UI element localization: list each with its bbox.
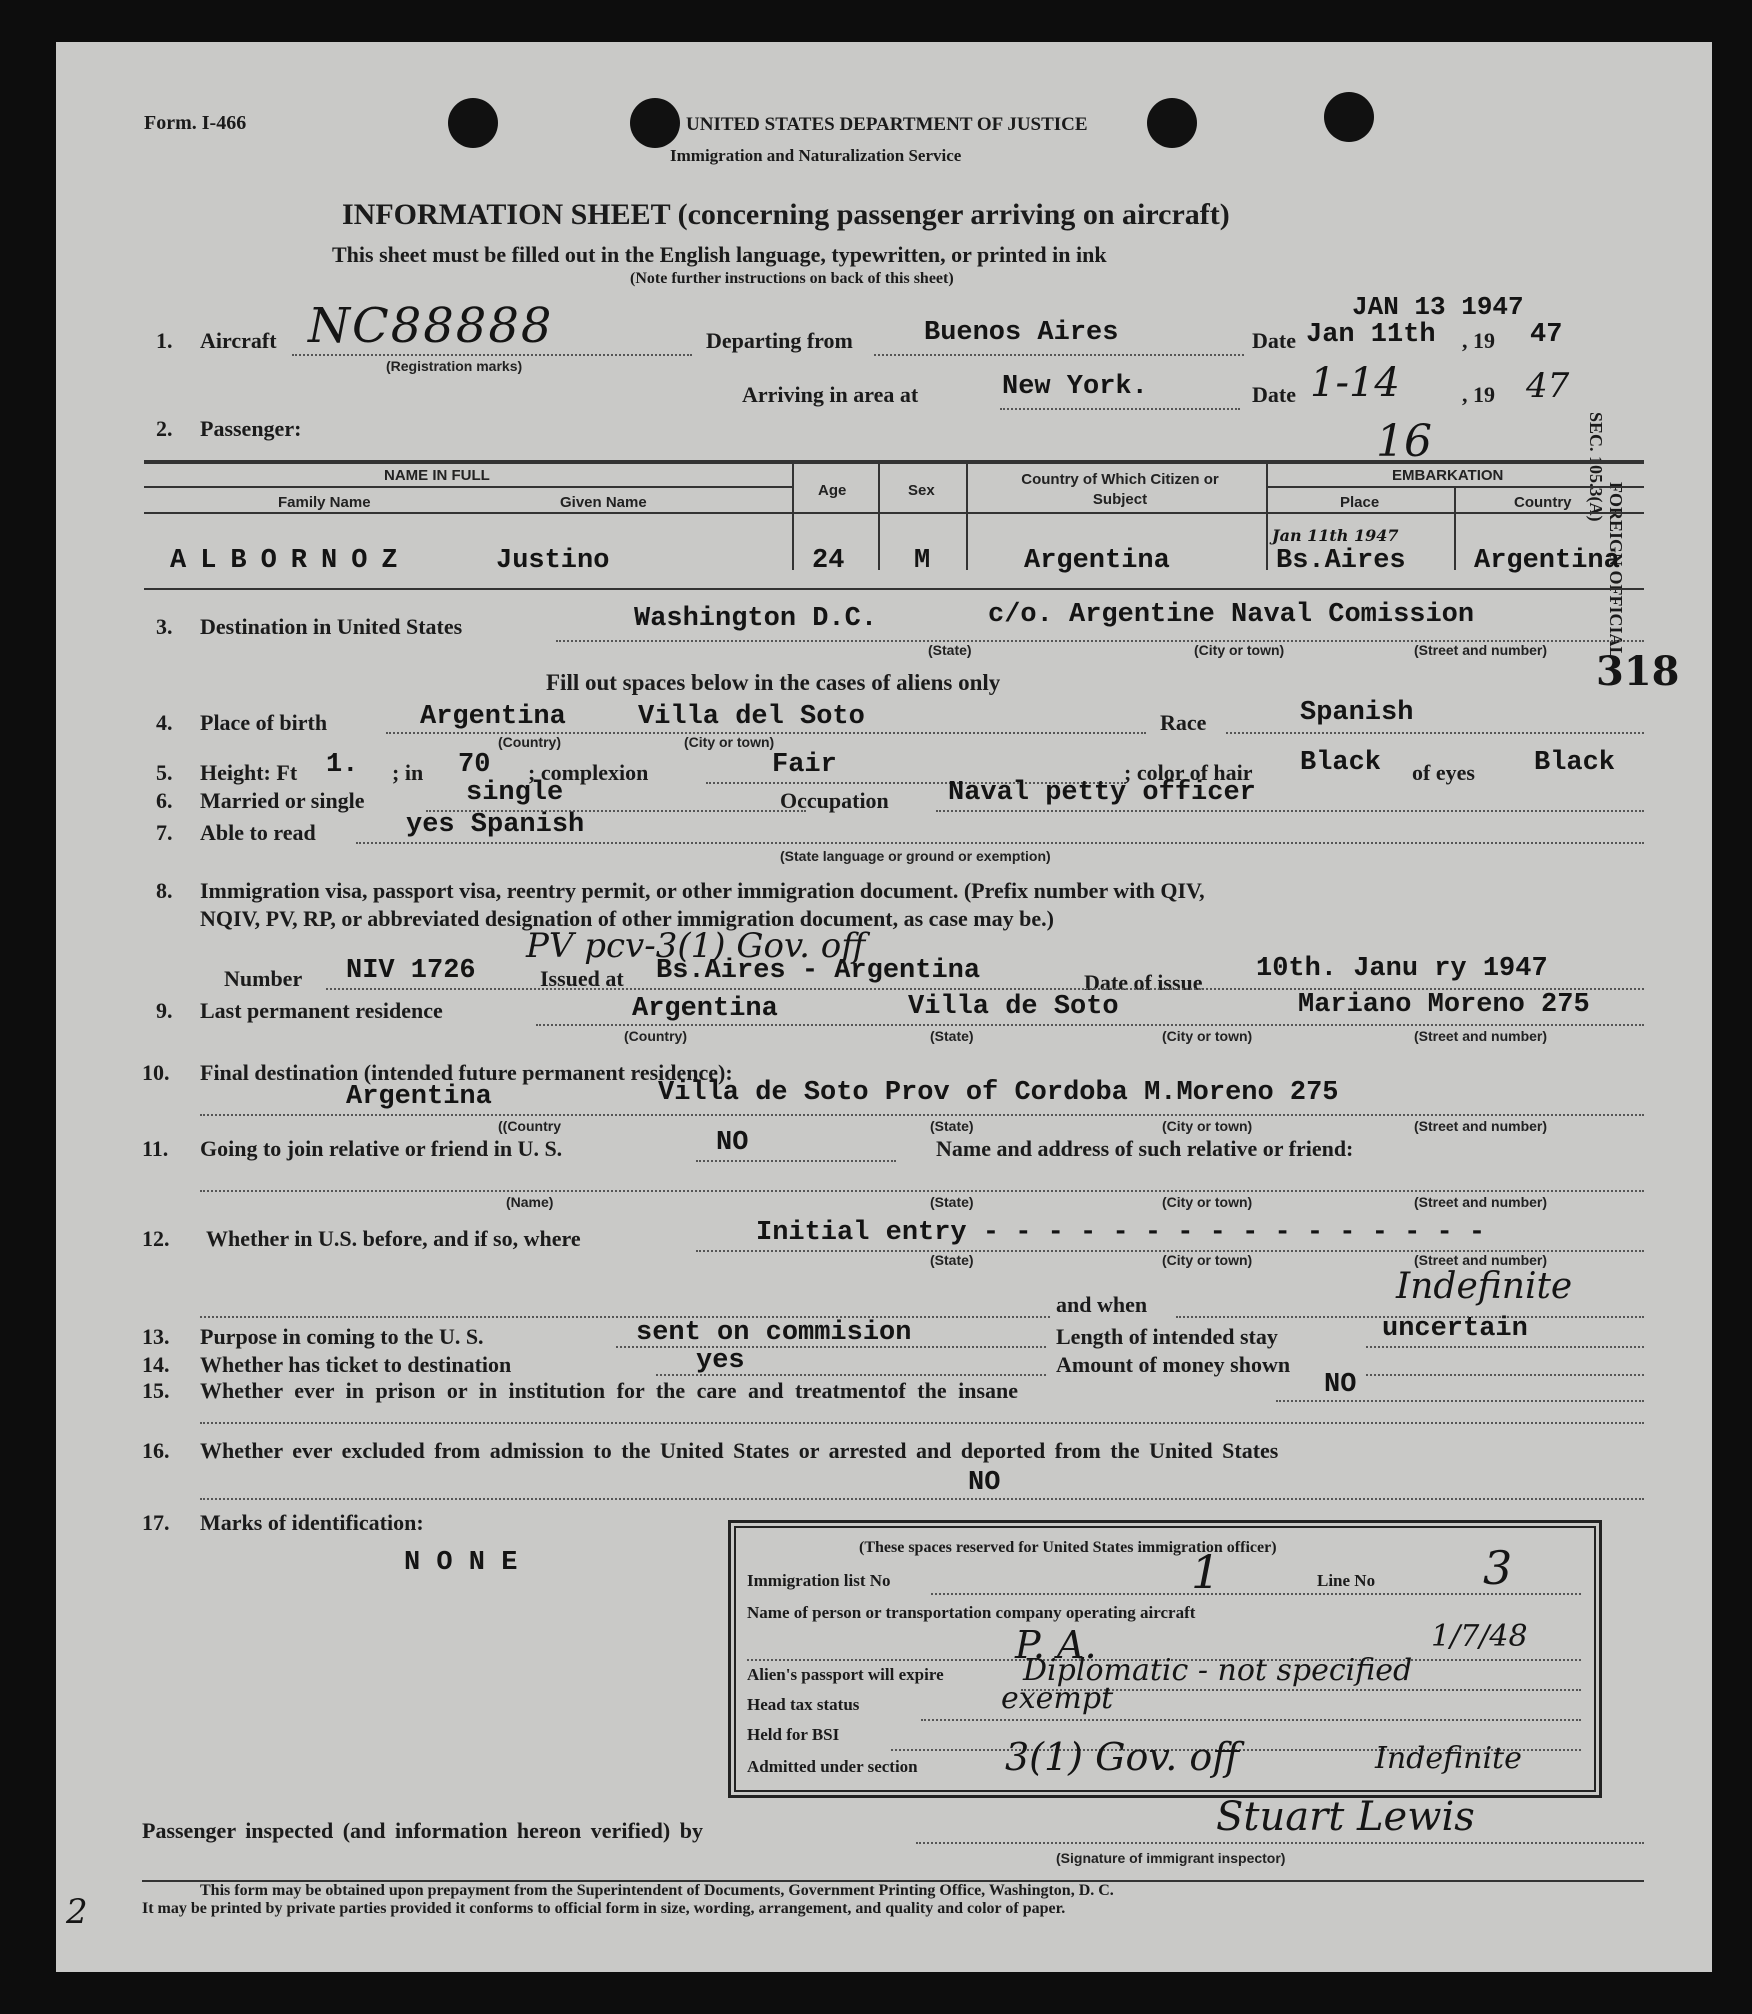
hair-label: ; color of hair	[1124, 760, 1253, 785]
citizen-value: Argentina	[1024, 546, 1170, 576]
punch-hole	[1324, 92, 1374, 142]
item-number: 4.	[156, 710, 173, 735]
street-caption: (Street and number)	[1414, 1252, 1548, 1268]
item-number: 10.	[142, 1060, 170, 1085]
marital-label: Married or single	[200, 788, 365, 813]
item-number: 7.	[156, 820, 173, 845]
family-name-header: Family Name	[278, 494, 371, 511]
visa-handwritten: PV pcv-3(1) Gov. off	[526, 926, 866, 966]
issued-value: Bs.Aires - Argentina	[656, 956, 981, 986]
prison-label: Whether ever in prison or in institution for the care and treatmentof the insane	[200, 1378, 1019, 1403]
issued-label: Issued at	[540, 966, 624, 991]
instruction-line: This sheet must be filled out in the English language, typewritten, or printed in ink	[332, 242, 1107, 267]
given-name-value: Justino	[496, 546, 610, 576]
arriving-label: Arriving in area at	[742, 382, 919, 407]
relative-label: Going to join relative or friend in U. S.	[200, 1136, 563, 1161]
place-value: Bs.Aires	[1276, 546, 1406, 576]
aircraft-label: Aircraft	[200, 328, 277, 353]
visa-number: NIV 1726	[346, 956, 476, 986]
country-caption: ((Country	[498, 1118, 561, 1134]
prison-value: NO	[1324, 1370, 1357, 1400]
operator-value: P. A.	[1015, 1623, 1097, 1667]
admitted-value: 3(1) Gov. off	[1005, 1735, 1240, 1779]
stay-label: Length of intended stay	[1056, 1324, 1278, 1349]
residence-label: Last permanent residence	[200, 998, 443, 1023]
item-number: 14.	[142, 1352, 170, 1377]
arrive-date: 1-14	[1310, 360, 1400, 406]
excluded-label: Whether ever excluded from admission to the United States or arrested and deported from the United States	[200, 1438, 1279, 1463]
admitted-label: Admitted under section	[747, 1757, 918, 1776]
form-sheet	[56, 42, 1712, 1972]
occupation-value: Naval petty officer	[948, 778, 1256, 808]
departing-value: Buenos Aires	[924, 318, 1119, 348]
inspector-signature: Stuart Lewis	[1216, 1794, 1475, 1840]
residence-street: Mariano Moreno 275	[1298, 990, 1590, 1020]
relative-name-label: Name and address of such relative or friend:	[936, 1136, 1354, 1161]
height-feet: 1.	[326, 750, 359, 780]
officer-box	[728, 1520, 1602, 1798]
visa-text-1: Immigration visa, passport visa, reentry permit, or other immigration document. (Prefix number with QIV,	[200, 878, 1205, 903]
excluded-value: NO	[968, 1468, 1001, 1498]
family-name-value: ALBORNOZ	[170, 546, 412, 576]
destination-city: c/o. Argentine Naval Comission	[988, 600, 1475, 630]
ticket-label: Whether has ticket to destination	[200, 1352, 512, 1377]
item-number: 5.	[156, 760, 173, 785]
eyes-label: of eyes	[1412, 760, 1475, 785]
given-name-header: Given Name	[560, 494, 647, 511]
officer-box-heading: (These spaces reserved for United States immigration officer)	[859, 1539, 1277, 1556]
complexion-label: ; complexion	[528, 760, 649, 785]
punch-hole	[1147, 98, 1197, 148]
aircraft-value: NC88888	[308, 298, 554, 354]
tax-value: exempt	[1001, 1681, 1114, 1716]
street-caption: (Street and number)	[1414, 1028, 1548, 1044]
eyes-value: Black	[1534, 748, 1616, 778]
marks-label: Marks of identification:	[200, 1510, 424, 1535]
arrive-year: 47	[1526, 366, 1570, 406]
city-caption: (City or town)	[1162, 1194, 1253, 1210]
punch-hole	[448, 98, 498, 148]
before-value: Initial entry - - - - - - - - - - - - - - - -	[756, 1218, 1486, 1248]
street-caption: (Street and number)	[1414, 1194, 1548, 1210]
section-stamp: SEC. 105.3(A)	[1586, 412, 1606, 522]
ticket-value: yes	[696, 1346, 745, 1376]
city-caption: (City or town)	[1194, 642, 1285, 658]
name-caption: (Name)	[506, 1194, 554, 1210]
place-header: Place	[1340, 494, 1380, 511]
age-header: Age	[818, 482, 847, 499]
emb-country-header: Country	[1514, 494, 1572, 511]
issue-date: 10th. Janu ry 1947	[1256, 954, 1548, 984]
departing-label: Departing from	[706, 328, 853, 353]
relative-value: NO	[716, 1128, 749, 1158]
birthplace-label: Place of birth	[200, 710, 328, 735]
item-number: 3.	[156, 614, 173, 639]
handwritten-16: 16	[1376, 416, 1432, 467]
item-number: 1.	[156, 328, 173, 353]
inches-label: ; in	[392, 760, 424, 785]
country-citizen-header: Country of Which Citizen or Subject	[1021, 471, 1219, 508]
depart-year: 47	[1530, 320, 1563, 350]
bsi-label: Held for BSI	[747, 1725, 840, 1744]
inspection-label: Passenger inspected (and information hereon verified) by	[142, 1818, 703, 1843]
read-caption: (State language or ground or exemption)	[780, 848, 1051, 864]
purpose-value: sent on commision	[636, 1318, 912, 1348]
race-label: Race	[1160, 710, 1207, 735]
number-label: Number	[224, 966, 303, 991]
footer-line-1: This form may be obtained upon prepayment from the Superintendent of Documents, Government Printing Office, Washington, D. C.	[200, 1882, 1114, 1899]
line-value: 3	[1483, 1541, 1513, 1595]
list-value: 1	[1191, 1545, 1221, 1599]
arrive-date-label: Date	[1252, 382, 1296, 407]
residence-country: Argentina	[632, 994, 778, 1024]
state-caption: (State)	[930, 1252, 974, 1268]
year-prefix: , 19	[1462, 328, 1495, 353]
operator-label: Name of person or transportation company operating aircraft	[747, 1603, 1196, 1622]
item-number: 12.	[142, 1226, 170, 1251]
name-in-full-header: NAME IN FULL	[384, 467, 490, 484]
read-value: yes Spanish	[406, 810, 585, 840]
birth-country: Argentina	[420, 702, 566, 732]
list-label: Immigration list No	[747, 1571, 891, 1590]
form-number: Form. I-466	[144, 112, 247, 134]
item-number: 13.	[142, 1324, 170, 1349]
state-caption: (State)	[930, 1118, 974, 1134]
money-label: Amount of money shown	[1056, 1352, 1291, 1377]
city-caption: (City or town)	[684, 734, 775, 750]
emb-country-value: Argentina	[1474, 546, 1620, 576]
country-caption: (Country)	[624, 1028, 687, 1044]
city-caption: (City or town)	[1162, 1252, 1253, 1268]
item-number: 15.	[142, 1378, 170, 1403]
birth-city: Villa del Soto	[638, 702, 865, 732]
embarkation-header: EMBARKATION	[1392, 467, 1504, 484]
destination-state: Washington D.C.	[634, 604, 878, 634]
service-name: Immigration and Naturalization Service	[670, 146, 962, 165]
punch-hole	[630, 98, 680, 148]
occupation-label: Occupation	[780, 788, 889, 813]
sex-header: Sex	[908, 482, 935, 499]
date-stamp: JAN 13 1947	[1352, 292, 1524, 322]
read-label: Able to read	[200, 820, 316, 845]
before-label: Whether in U.S. before, and if so, where	[206, 1226, 581, 1251]
when-label: and when	[1056, 1292, 1148, 1317]
state-caption: (State)	[928, 642, 972, 658]
sex-value: M	[914, 546, 931, 576]
item-number: 11.	[142, 1136, 169, 1161]
item-number: 6.	[156, 788, 173, 813]
marks-value: N O N E	[404, 1548, 518, 1578]
marital-value: single	[466, 778, 564, 808]
visa-text-2: NQIV, PV, RP, or abbreviated designation of other immigration document, as case may be.)	[200, 906, 1054, 931]
item-number: 17.	[142, 1510, 170, 1535]
final-destination-label: Final destination (intended future permanent residence):	[200, 1060, 733, 1085]
corner-mark: 2	[66, 1892, 88, 1932]
country-caption: (Country)	[498, 734, 561, 750]
stay-value: uncertain	[1382, 1314, 1528, 1344]
item-number: 16.	[142, 1438, 170, 1463]
arriving-value: New York.	[1002, 372, 1148, 402]
state-caption: (State)	[930, 1194, 974, 1210]
department-name: UNITED STATES DEPARTMENT OF JUSTICE	[686, 114, 1088, 135]
residence-state: Villa de Soto	[908, 992, 1119, 1022]
city-caption: (City or town)	[1162, 1028, 1253, 1044]
instruction-note: (Note further instructions on back of this sheet)	[630, 270, 954, 287]
operator-date: 1/7/48	[1431, 1619, 1528, 1654]
item-number: 8.	[156, 878, 173, 903]
passenger-label: Passenger:	[200, 416, 302, 441]
line-label: Line No	[1317, 1571, 1376, 1590]
race-value: Spanish	[1300, 698, 1414, 728]
passport-label: Alien's passport will expire	[747, 1665, 944, 1684]
purpose-label: Purpose in coming to the U. S.	[200, 1324, 484, 1349]
street-caption: (Street and number)	[1414, 642, 1548, 658]
hair-value: Black	[1300, 748, 1382, 778]
passport-value: Diplomatic - not specified	[1023, 1653, 1413, 1688]
destination-label: Destination in United States	[200, 614, 463, 639]
height-inches: 70	[458, 750, 491, 780]
state-caption: (State)	[930, 1028, 974, 1044]
final-country: Argentina	[346, 1082, 492, 1112]
issue-date-label: Date of issue	[1084, 970, 1203, 995]
height-label: Height: Ft	[200, 760, 298, 785]
date-label: Date	[1252, 328, 1296, 353]
page-title: INFORMATION SHEET (concerning passenger arriving on aircraft)	[342, 198, 1230, 231]
when-handwritten: Indefinite	[1396, 1266, 1573, 1307]
foreign-official-stamp: FOREIGN OFFICIAL	[1606, 482, 1626, 659]
admitted-note: Indefinite	[1375, 1741, 1522, 1776]
file-number: 318	[1596, 648, 1680, 695]
arrive-year-prefix: , 19	[1462, 382, 1495, 407]
place-note: Jan 11th 1947	[1272, 526, 1399, 545]
tax-label: Head tax status	[747, 1695, 860, 1714]
signature-caption: (Signature of immigrant inspector)	[1056, 1850, 1286, 1866]
age-value: 24	[812, 546, 845, 576]
aliens-heading: Fill out spaces below in the cases of aliens only	[546, 670, 1001, 695]
item-number: 9.	[156, 998, 173, 1023]
depart-date: Jan 11th	[1306, 320, 1436, 350]
city-caption: (City or town)	[1162, 1118, 1253, 1134]
street-caption: (Street and number)	[1414, 1118, 1548, 1134]
complexion-value: Fair	[772, 750, 837, 780]
final-rest: Villa de Soto Prov of Cordoba M.Moreno 275	[658, 1078, 1339, 1108]
registration-caption: (Registration marks)	[386, 358, 523, 374]
item-number: 2.	[156, 416, 173, 441]
footer-line-2: It may be printed by private parties provided it conforms to official form in size, wording, arrangement, and quality and color of paper.	[142, 1900, 1066, 1917]
